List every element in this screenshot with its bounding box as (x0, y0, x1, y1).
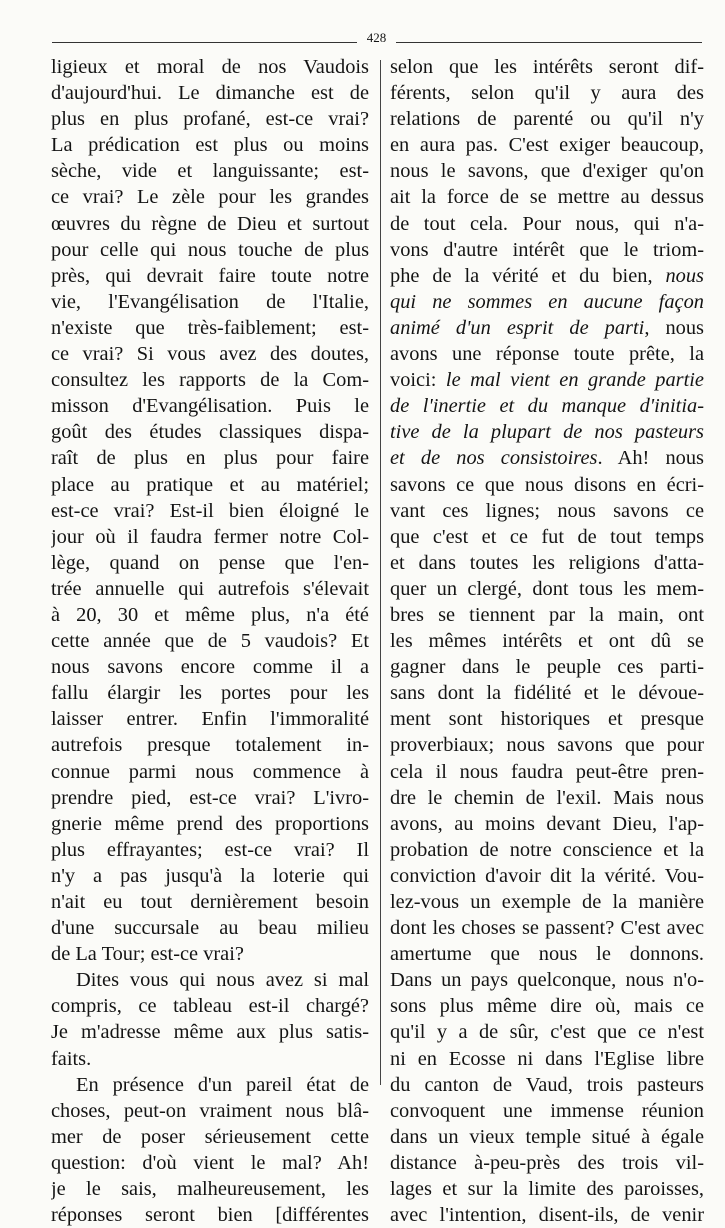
line-text: vons d'autre intérêt que le triom- (390, 238, 704, 261)
line-text: d'aujourd'hui. Le dimanche est de (51, 82, 369, 105)
text-line (51, 576, 369, 602)
text-line (51, 785, 369, 811)
text-line (390, 419, 704, 445)
text-line (51, 993, 369, 1019)
line-text: consultez les rapports de la Com- (51, 369, 369, 392)
line-text: gnerie même prend des proportions (51, 812, 369, 835)
line-text: mer de poser sérieusement cette (51, 1125, 369, 1148)
line-text: ce vrai? Si vous avez des doutes, (51, 343, 369, 366)
right-text-column (390, 54, 704, 1228)
text-line (51, 915, 369, 941)
text-line (390, 837, 704, 863)
text-line (51, 445, 369, 471)
line-text: laisser entrer. Enfin l'immoralité (51, 708, 369, 731)
line-text: du canton de Vaud, trois pasteurs (390, 1073, 704, 1096)
text-line (51, 498, 369, 524)
line-text: avons une réponse toute prête, la (390, 343, 704, 366)
text-line (51, 706, 369, 732)
line-text: lages et sur la limite des paroisses, (390, 1178, 704, 1201)
text-line (51, 393, 369, 419)
text-line (390, 80, 704, 106)
line-text: n'existe que très-faiblement; est- (51, 316, 369, 339)
line-text: d'une succursale au beau milieu (51, 917, 369, 940)
italic-text: tive de la plupart de nos pasteurs (390, 421, 704, 444)
line-text: plus en plus profané, est-ce vrai? (51, 108, 369, 131)
line-text: trée annuelle qui autrefois s'élevait (51, 577, 369, 600)
line-text: jour où il faudra fermer notre Col- (51, 525, 369, 548)
line-text: question: d'où vient le mal? Ah! (51, 1151, 369, 1174)
line-text: dre le chemin de l'exil. Mais nous (390, 786, 704, 809)
text-line (51, 941, 369, 967)
line-text: avons, au moins devant Dieu, l'ap- (390, 812, 704, 835)
text-line (51, 106, 369, 132)
line-text: lez-vous un exemple de la manière (390, 891, 704, 913)
text-line (390, 263, 704, 289)
text-line (390, 445, 704, 471)
line-text: place au pratique et au matériel; (51, 473, 369, 496)
line-text: cette année que de 5 vaudois? Et (51, 630, 369, 653)
text-line (390, 811, 704, 837)
text-line (51, 1150, 369, 1176)
text-line (390, 1072, 704, 1098)
text-line (51, 654, 369, 680)
italic-text: de l'inertie et du manque d'initia- (390, 395, 704, 418)
line-text: cela il nous faudra peut-être pren- (390, 760, 704, 783)
text-line (51, 158, 369, 184)
text-line (390, 184, 704, 210)
text-line (390, 993, 704, 1019)
left-text-column (51, 54, 369, 1228)
line-text: phe de la vérité et du bien, (390, 264, 666, 287)
text-line (390, 576, 704, 602)
line-text: férents, selon qu'il y aura des (390, 82, 704, 105)
text-line (51, 263, 369, 289)
header-rule-left (52, 42, 357, 43)
line-text: quer un clergé, dont tous les mem- (390, 577, 704, 600)
text-line (390, 158, 704, 184)
line-text: conviction d'avoir dit la vérité. Vou- (390, 864, 704, 887)
text-line (390, 654, 704, 680)
text-line (51, 863, 369, 889)
italic-text: qui ne sommes en aucune façon (390, 290, 704, 313)
text-line (51, 550, 369, 576)
line-text: lège, quand on pense que l'en- (51, 551, 369, 574)
line-text: choses, peut-on vraiment nous blâ- (51, 1099, 369, 1122)
line-text: vant ces lignes; nous savons ce (390, 499, 704, 522)
text-line (390, 732, 704, 758)
line-text: ni en Ecosse ni dans l'Eglise libre (390, 1047, 704, 1070)
line-text: gagner dans le peuple ces parti- (390, 656, 704, 679)
line-text: , nous (644, 316, 704, 339)
line-text: de tout cela. Pour nous, qui n'a- (390, 212, 704, 235)
line-text: voici: (390, 369, 446, 392)
italic-text: le mal vient en grande partie (445, 369, 704, 392)
line-text: plus effrayantes; est-ce vrai? Il (51, 838, 369, 861)
line-text: ment sont historiques et presque (390, 708, 704, 731)
line-text: ce vrai? Le zèle pour les grandes (51, 186, 369, 209)
text-line (390, 54, 704, 80)
text-line (51, 1202, 369, 1228)
text-line (390, 680, 704, 706)
line-text: bres se tiennent par la main, ont (390, 603, 704, 626)
text-line (51, 54, 369, 80)
line-text: n'ait eu tout dernièrement besoin (51, 891, 369, 913)
italic-text: nous (665, 264, 704, 287)
text-line (51, 1124, 369, 1150)
text-line (51, 1046, 369, 1072)
italic-text: animé d'un esprit de parti (390, 316, 645, 339)
text-line (390, 315, 704, 341)
line-text: dont les choses se passent? C'est avec (390, 917, 704, 940)
line-text: est-ce vrai? Est-il bien éloigné le (51, 499, 369, 522)
line-text: En présence d'un pareil état de (76, 1073, 369, 1096)
text-line (390, 367, 704, 393)
line-text: Je m'adresse même aux plus satis- (51, 1021, 369, 1044)
text-line (390, 550, 704, 576)
line-text: proverbiaux; nous savons que pour (390, 734, 704, 757)
text-line (51, 1019, 369, 1045)
text-line (51, 132, 369, 158)
text-line (51, 1072, 369, 1098)
text-line (390, 393, 704, 419)
line-text: pour celle qui nous touche de plus (51, 238, 369, 261)
line-text: œuvres du règne de Dieu et surtout (51, 212, 369, 235)
line-text: autrefois presque totalement in- (51, 734, 369, 757)
text-line (51, 367, 369, 393)
text-line (390, 941, 704, 967)
line-text: Dites vous qui nous avez si mal (76, 969, 369, 992)
text-line (390, 498, 704, 524)
text-line (390, 472, 704, 498)
text-line (51, 211, 369, 237)
line-text: fallu élargir les portes pour les (51, 682, 369, 705)
text-line (390, 628, 704, 654)
text-line (390, 1202, 704, 1228)
line-text: de La Tour; est-ce vrai? (51, 943, 244, 966)
text-line (390, 1150, 704, 1176)
line-text: sons plus même dire où, mais ce (390, 995, 704, 1018)
text-line (51, 289, 369, 315)
text-line (390, 289, 704, 315)
header-rule-right (396, 42, 702, 43)
line-text: compris, ce tableau est-il chargé? (51, 995, 369, 1018)
text-line (390, 341, 704, 367)
line-text: avec l'intention, disent-ils, de venir (390, 1204, 704, 1227)
line-text: goût des études classiques dispa- (51, 421, 369, 444)
line-text: et dans toutes les religions d'atta- (390, 551, 704, 574)
text-line (390, 602, 704, 628)
line-text: à 20, 30 et même plus, n'a été (51, 603, 369, 626)
text-line (390, 759, 704, 785)
text-line (390, 915, 704, 941)
text-line (51, 837, 369, 863)
line-text: convoquent une immense réunion (390, 1099, 704, 1122)
line-text: Dans un pays quelconque, nous n'o- (390, 969, 704, 992)
page-number: 428 (366, 30, 387, 45)
text-line (390, 1124, 704, 1150)
text-line (390, 237, 704, 263)
line-text: ait la force de se mettre au dessus (390, 186, 704, 209)
text-line (390, 132, 704, 158)
line-text: probation de notre conscience et la (390, 838, 704, 861)
text-line (390, 889, 704, 915)
text-line (51, 315, 369, 341)
column-divider (380, 60, 381, 1085)
text-line (390, 1176, 704, 1202)
text-line (51, 811, 369, 837)
text-line (51, 237, 369, 263)
text-line (390, 785, 704, 811)
page-header (52, 30, 702, 50)
text-line (51, 680, 369, 706)
text-line (51, 341, 369, 367)
text-line (51, 732, 369, 758)
line-text: n'y a pas jusqu'à la loterie qui (51, 864, 369, 887)
text-line (390, 706, 704, 732)
line-text: relations de parenté ou qu'il n'y (390, 108, 704, 131)
text-line (51, 524, 369, 550)
text-line (51, 472, 369, 498)
line-text: que c'est et ce fut de tout temps (390, 525, 704, 548)
text-line (51, 628, 369, 654)
text-line (390, 524, 704, 550)
text-line (390, 106, 704, 132)
line-text: distance à-peu-près des trois vil- (390, 1151, 704, 1174)
line-text: les mêmes intérêts et ont dû se (390, 630, 704, 653)
text-line (390, 1098, 704, 1124)
line-text: qu'il y a de sûr, c'est que ce n'est (390, 1021, 704, 1044)
line-text: je le sais, malheureusement, les (51, 1178, 369, 1201)
text-line (51, 889, 369, 915)
line-text: nous le savons, que d'exiger qu'on (390, 160, 704, 183)
text-line (390, 863, 704, 889)
line-text: savons ce que nous disons en écri- (390, 473, 704, 496)
line-text: selon que les intérêts seront dif- (390, 56, 704, 78)
line-text: sèche, vide et languissante; est- (51, 160, 369, 183)
text-line (390, 967, 704, 993)
line-text: sans dont la fidélité et le dévoue- (390, 682, 704, 705)
line-text: ligieux et moral de nos Vaudois (51, 56, 369, 78)
line-text: connue parmi nous commence à (51, 760, 369, 783)
text-line (51, 602, 369, 628)
text-line (51, 419, 369, 445)
line-text: en aura pas. C'est exiger beaucoup, (390, 134, 704, 157)
line-text: La prédication est plus ou moins (51, 134, 369, 157)
line-text: raît de plus en plus pour faire (51, 447, 369, 470)
line-text: amertume que nous le donnons. (390, 943, 704, 966)
line-text: vie, l'Evangélisation de l'Italie, (51, 290, 369, 313)
line-text: faits. (51, 1047, 92, 1070)
italic-text: et de nos consistoires (390, 447, 598, 470)
line-text: nous savons encore comme il a (51, 656, 369, 679)
text-line (51, 1098, 369, 1124)
text-line (51, 967, 369, 993)
line-text: réponses seront bien [différentes (51, 1204, 369, 1227)
text-line (51, 1176, 369, 1202)
line-text: . Ah! nous (597, 447, 704, 470)
text-line (390, 1019, 704, 1045)
line-text: dans un vieux temple situé à égale (390, 1125, 704, 1148)
line-text: misson d'Evangélisation. Puis le (51, 395, 369, 418)
text-line (51, 80, 369, 106)
text-line (390, 1046, 704, 1072)
text-line (390, 211, 704, 237)
text-line (51, 759, 369, 785)
line-text: près, qui devrait faire toute notre (51, 264, 369, 287)
text-line (51, 184, 369, 210)
line-text: prendre pied, est-ce vrai? L'ivro- (51, 786, 369, 809)
